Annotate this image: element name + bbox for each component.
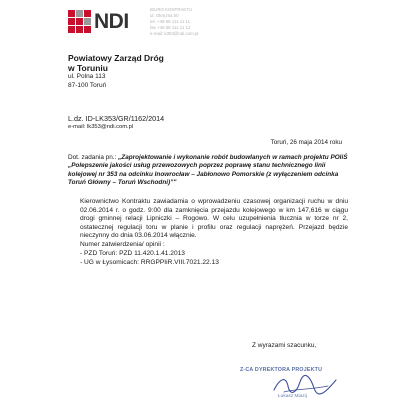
approval-item: - PZD Toruń: PZD 11.420.1.41.2013 [80, 249, 185, 257]
company-line: ul. Okrężna 50 [150, 13, 179, 18]
reference-block [68, 114, 164, 132]
stamp-title: Z-CA DYREKTORA PROJEKTU [240, 367, 323, 373]
stamp-name: Łukasz Miazij [278, 394, 307, 399]
recipient-street: ul. Polna 113 [68, 73, 106, 80]
recipient-name-line2: w Toruniu [68, 62, 108, 73]
recipient-name: Powiatowy Zarząd Dróg [68, 53, 164, 63]
recipient-address [68, 54, 164, 90]
approvals-label: Numer zatwierdzenia/ opinii : [80, 240, 165, 248]
company-line: fax +48 58 111 11 12 [150, 25, 191, 30]
subject-block [68, 154, 348, 187]
subject-text: „Zaprojektowanie i wykonanie robót budowlanych w ramach projektu POIiŚ „Polepszenie jakości usług przewozowych poprzez poprawę stanu technicznego linii kolejowej nr 353 na odcinku Inowrocław – Jabłonowo Pomorskie (z wyłączeniem odcinka Toruń Główny – Toruń Wschodni)”" [68, 154, 348, 186]
letter-body [80, 198, 348, 268]
company-line: e-mail: k353@ndi.com.pl [150, 31, 199, 36]
company-info [150, 7, 198, 37]
logo-squares-icon [68, 10, 91, 33]
logo-text: NDI [94, 9, 129, 33]
approval-item: - UG w Łysomicach: RRGPPIiR.VIII.7021.22.13 [80, 258, 219, 266]
approvals-list [80, 241, 348, 268]
reference-number: L.dz. ID-LK353/GR/1162/2014 [68, 114, 165, 123]
letter-date: Toruń, 26 maja 2014 roku [270, 139, 342, 146]
body-paragraph: Kierownictwo Kontraktu zawiadamia o wprowadzeniu czasowej organizacji ruchu w dniu 02.06.2014 r. o godz. 9:00 dla zamknięcia przejazdu kolejowego w km 147,616 w ciągu drogi gminnej relacji Lipniczki – Rogowo. W celu uzupełnienia tłucznia w torze nr 2, ostatecznej regulacji toru w planie i profilu oraz regulacji naprężeń. Przejazd będzie nieczynny do dnia 03.06.2014 włącznie. [80, 198, 348, 240]
subject-label: Dot. zadania pn.: [68, 154, 119, 161]
closing-greeting: Z wyrazami szacunku, [252, 342, 317, 349]
recipient-city: 87-100 Toruń [68, 81, 107, 89]
reference-email: e-mail: lk353@ndi.com.pl [68, 124, 134, 130]
signature-stamp [240, 362, 360, 402]
company-line: BIURO KONTRAKTU [150, 7, 193, 12]
company-line: tel. +48 58 111 11 11 [150, 19, 191, 24]
company-logo [68, 10, 129, 33]
